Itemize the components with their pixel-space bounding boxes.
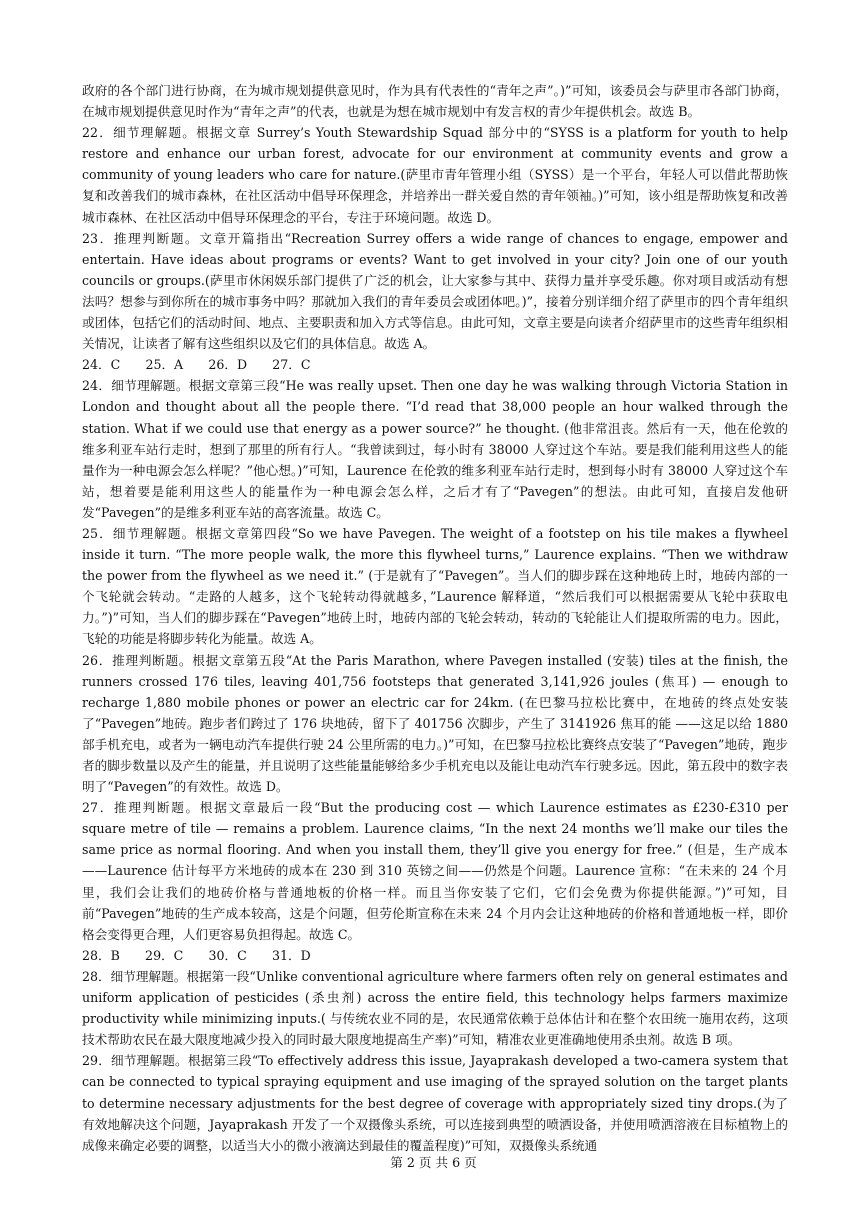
document-body bbox=[82, 80, 788, 1156]
paragraph-q27: 27．推理判断题。根据文章最后一段“But the producing cost — which Laurence estimates as £230-£310 per square metre of tile — remains a problem. Laurence claims, “In the next 24 months we’ll make our tiles the same price as normal flooring. And when you install them, they’ll give you energy for free.” (但是，生产成本——Laurence 估计每平方米地砖的成本在 230 到 310 英镑之间——仍然是个问题。Laurence 宣称：“在未来的 24 个月里，我们会让我们的地砖价格与普通地板的价格一样。而且当你安装了它们，它们会免费为你提供能源。”)”可知，目前“Pavegen”地砖的生产成本较高，这是个问题，但劳伦斯宣称在未来 24 个月内会让这种地砖的价格和普通地板一样，即价格会变得更合理，人们更容易负担得起。故选 C。 bbox=[82, 800, 788, 942]
paragraph-q28: 28．细节理解题。根据第一段“Unlike conventional agriculture where farmers often rely on general estimates and uniform application of pesticides (杀虫剂) across the entire field, this technology helps farmers maximize productivity while minimizing inputs.( 与传统农业不同的是，农民通常依赖于总体估计和在整个农田统一施用农药，这项技术帮助农民在最大限度地减少投入的同时最大限度地提高生产率)”可知，精准农业更准确地使用杀虫剂。故选 B 项。 bbox=[82, 968, 788, 1048]
page-footer: 第 2 页 共 6 页 bbox=[390, 1155, 477, 1170]
paragraph-q29: 29．细节理解题。根据第三段“To effectively address this issue, Jayaprakash developed a two-camera system that can be connected to typical spraying equipment and use imaging of the sprayed solution on the target plants to determine necessary adjustments for the best degree of coverage with appropriately sized tiny drops.(为了有效地解决这个问题，Jayaprakash 开发了一个双摄像头系统，可以连接到典型的喷洒设备，并使用喷洒溶液在目标植物上的成像来确定必要的调整，以适当大小的微小液滴达到最佳的覆盖程度)”可知，双摄像头系统通 bbox=[82, 1053, 788, 1153]
paragraph-q24: 24．细节理解题。根据文章第三段“He was really upset. Then one day he was walking through Victoria Station in London and thought about all the people there. “I’d read that 38,000 people an hour walked through the station. What if we could use that energy as a power source?” he thought. (他非常沮丧。然后有一天，他在伦敦的维多利亚车站行走时，想到了那里的所有行人。“我曾读到过，每小时有 38000 人穿过这个车站。要是我们能利用这些人的能量作为一种电源会怎么样呢？”他心想。)”可知，Laurence 在伦敦的维多利亚车站行走时，想到每小时有 38000 人穿过这个车站，想着要是能利用这些人的能量作为一种电源会怎么样，之后才有了“Pavegen”的想法。由此可知，直接启发他研发“Pavegen”的是维多利亚车站的高客流量。故选 C。 bbox=[82, 378, 788, 520]
paragraph-q26: 26．推理判断题。根据文章第五段“At the Paris Marathon, where Pavegen installed (安装) tiles at the finish, the runners crossed 176 tiles, leaving 401,756 footsteps that generated 3,141,926 joules (焦耳) — enough to recharge 1,880 mobile phones or power an electric car for 24km. (在巴黎马拉松比赛中，在地砖的终点处安装了“Pavegen”地砖。跑步者们跨过了 176 块地砖，留下了 401756 次脚步，产生了 3141926 焦耳的能 ——这足以给 1880 部手机充电，或者为一辆电动汽车提供行驶 24 公里所需的电力。)”可知，在巴黎马拉松比赛终点安装了“Pavegen”地砖，跑步者的脚步数量以及产生的能量，并且说明了这些能量能够给多少手机充电以及能让电动汽车行驶多远。因此，第五段中的数字表明了“Pavegen”的有效性。故选 D。 bbox=[82, 652, 788, 795]
paragraph-q21-continued: 政府的各个部门进行协商，在为城市规划提供意见时，作为具有代表性的“青年之声”。)”可知，该委员会与萨里市各部门协商，在城市规划提供意见时作为“青年之声”的代表，也就是为想在城市规划中有发言权的青少年提供机会。故选 B。 bbox=[82, 83, 788, 120]
answer-key-24-27: 24．C 25．A 26．D 27．C bbox=[82, 357, 311, 373]
paragraph-q23: 23．推理判断题。文章开篇指出“Recreation Surrey offers a wide range of chances to engage, empower and entertain. Have ideas about programs or events? Want to get involved in your city? Join one of our youth councils or groups.(萨里市休闲娱乐部门提供了广泛的机会，让大家参与其中、获得力量并享受乐趣。你对项目或活动有想法吗？想参与到你所在的城市事务中吗？那就加入我们的青年委员会或团体吧。)”，接着分别详细介绍了萨里市的四个青年组织或团体，包括它们的活动时间、地点、主要职责和加入方式等信息。由此可知，文章主要是向读者介绍萨里市的这些青年组织相关情况，让读者了解有这些组织以及它们的具体信息。故选 A。 bbox=[82, 230, 788, 352]
answer-key-28-31: 28．B 29．C 30．C 31．D bbox=[82, 947, 311, 963]
paragraph-q25: 25．细节理解题。根据文章第四段“So we have Pavegen. The weight of a footstep on his tile makes a flywheel inside it turn. “The more people walk, the more this flywheel turns,” Laurence explains. “Then we withdraw the power from the flywheel as we need it.” (于是就有了“Pavegen”。当人们的脚步踩在这种地砖上时，地砖内部的一个飞轮就会转动。“走路的人越多，这个飞轮转动得就越多，”Laurence 解释道，“然后我们可以根据需要从飞轮中获取电力。”)”可知，当人们的脚步踩在“Pavegen”地砖上时，地砖内部的飞轮会转动，转动的飞轮能让人们提取所需的电力。因此，飞轮的功能是将脚步转化为能量。故选 A。 bbox=[82, 525, 788, 647]
paragraph-q22: 22．细节理解题。根据文章 Surrey’s Youth Stewardship Squad 部分中的“SYSS is a platform for youth to help restore and enhance our urban forest, advocate for our environment at community events and grow a community of young leaders who care for nature.(萨里市青年管理小组（SYSS）是一个平台，年轻人可以借此帮助恢复和改善我们的城市森林，在社区活动中倡导环保理念，并培养出一群关爱自然的青年领袖。)”可知，该小组是帮助恢复和改善城市森林、在社区活动中倡导环保理念的平台，专注于环境问题。故选 D。 bbox=[82, 125, 788, 225]
